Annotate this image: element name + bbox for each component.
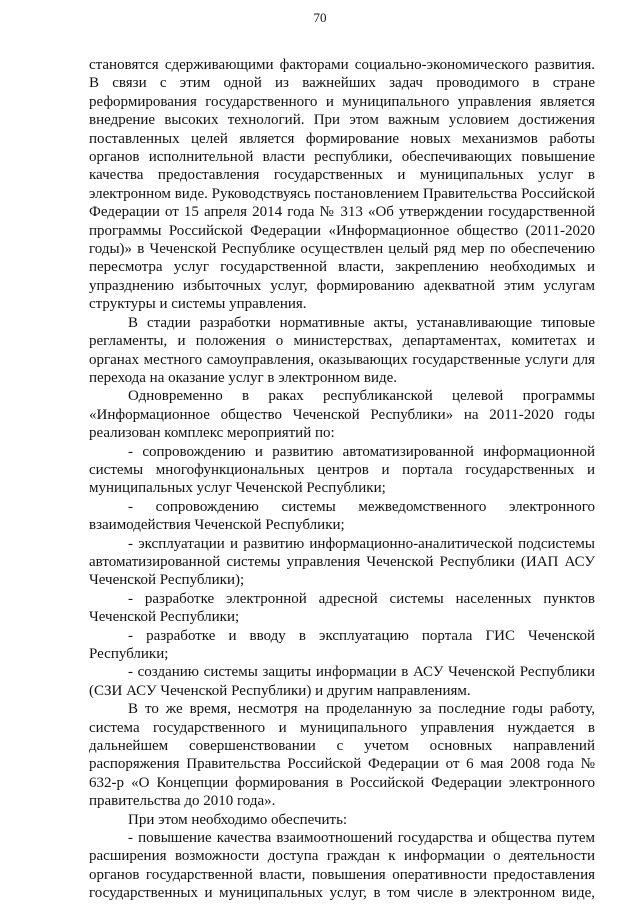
list-item: - сопровождению системы межведомственного электронного взаимодействия Чеченской Республики; xyxy=(89,498,595,534)
page-number: 70 xyxy=(313,10,327,25)
list-item: - повышение качества взаимоотношений государства и общества путем расширения возможности доступа граждан к информации о деятельности органов государственной власти, повышения оперативности предоставления государственных и муниципальных услуг, в том числе в электронном виде, xyxy=(89,830,595,902)
paragraph: становятся сдерживающими факторами социально-экономического развития. В связи с этим одной из важнейших задач проводимого в стране реформирования государственного и муниципального управления является внедрение высоких технологий. При этом важным условием достижения поставленных целей является формирование новых механизмов работы органов исполнительной власти республики, обеспечивающих повышение качества предоставления государственных и муниципальных услуг в электронном виде. Руководствуясь постановлением Правительства Российской Федерации от 15 апреля 2014 года № 313 «Об утверждении государственной программы Российской Федерации «Информационное общество (2011-2020 годы)» в Чеченской Республике осуществлен целый ряд мер по обеспечению пересмотра услуг государственной власти, закреплению необходимых и упразднению избыточных услуг, формированию адекватной этим услугам структуры и системы управления. xyxy=(89,57,595,313)
list-item: - разработке электронной адресной системы населенных пунктов Чеченской Республики; xyxy=(89,590,595,626)
body-text xyxy=(89,56,595,903)
list-item: - эксплуатации и развитию информационно-аналитической подсистемы автоматизированной системы управления Чеченской Республики (ИАП АСУ Чеченской Республики); xyxy=(89,535,595,589)
paragraph: В стадии разработки нормативные акты, устанавливающие типовые регламенты, и положения о министерствах, департаментах, комитетах и органах местного самоуправления, оказывающих государственные услуги для перехода на оказание услуг в электронном виде. xyxy=(89,314,595,386)
paragraph: В то же время, несмотря на проделанную за последние годы работу, система государственного и муниципального управления нуждается в дальнейшем совершенствовании с учетом основных направлений распоряжения Правительства Российской Федерации от 6 мая 2008 года № 632-р «О Концепции формирования в Российской Федерации электронного правительства до 2010 года». xyxy=(89,701,595,810)
list-item: - сопровождению и развитию автоматизированной информационной системы многофункциональных центров и портала государственных и муниципальных услуг Чеченской Республики; xyxy=(89,443,595,497)
list-item: - созданию системы защиты информации в АСУ Чеченской Республики (СЗИ АСУ Чеченской Республики) и другим направлениям. xyxy=(89,664,595,699)
paragraph: При этом необходимо обеспечить: xyxy=(128,811,348,828)
paragraph: Одновременно в раках республиканской целевой программы «Информационное общество Чеченской Республики» на 2011-2020 годы реализован комплекс мероприятий по: xyxy=(89,388,595,442)
list-item: - разработке и вводу в эксплуатацию портала ГИС Чеченской Республики; xyxy=(89,627,595,662)
